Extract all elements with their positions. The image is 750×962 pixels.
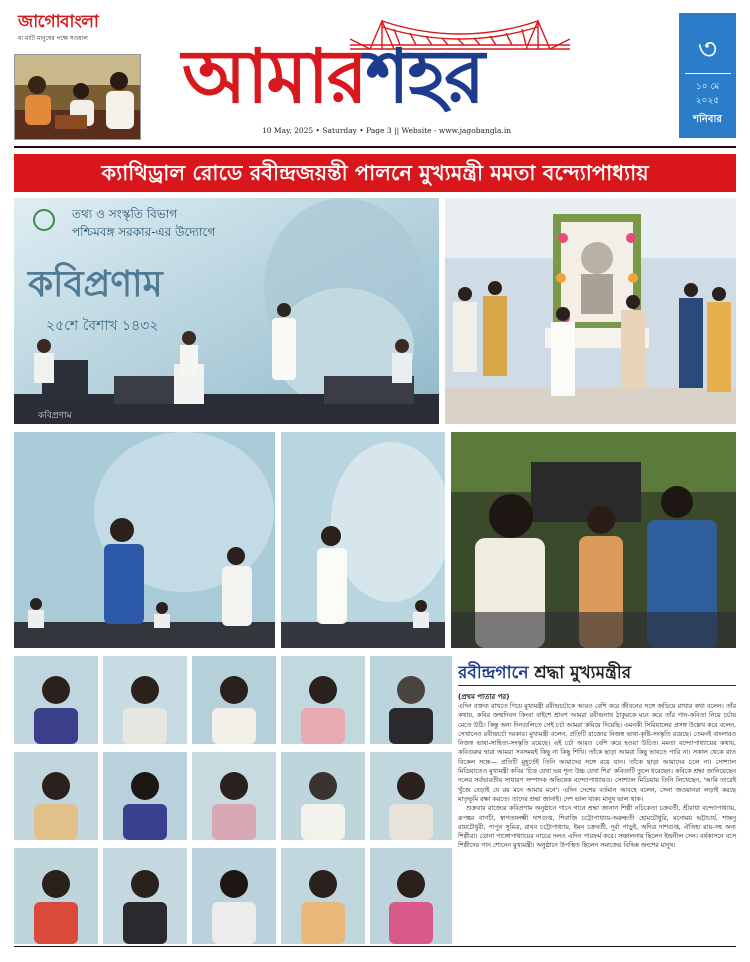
stage-event-date: ২৫শে বৈশাখ ১৪৩২: [46, 318, 159, 334]
page-number: ৩: [697, 32, 718, 67]
article-rule: [458, 685, 736, 686]
portrait-7: [103, 752, 187, 840]
portrait-9: [281, 752, 365, 840]
podium-label: কবিপ্রণাম: [38, 411, 72, 421]
portrait-14: [281, 848, 365, 944]
article-headline-part2: শ্রদ্ধা মুখ্যমন্ত্রীর: [534, 663, 632, 683]
portrait-10: [370, 752, 452, 840]
masthead-title-red: আমার: [182, 34, 366, 120]
jagobangla-logo: [18, 12, 130, 48]
article-paragraph-2: শুক্রবার রাজ্যের কবিপ্রণাম অনুষ্ঠানে গানে গানে শ্রদ্ধা জানান শিল্পী নচিকেতা চক্রবর্তী, শ্রীরাধা বন্দ্যোপাধ্যায়, রূপঙ্কর বাগচী, স্বাগতালক্ষ্মী দাশগুপ্ত, শিবাজি চট্টোপাধ্যায়-অরুন্ধতী হোমচৌধুরি, মনোময় ভট্টাচার্য, শান্তনু রায়চৌধুরী, পাপুন সুমিত্র, রাঘব চট্টোপাধ্যায়, ইমন চক্রবর্তী, দূর্বা পাড়ুই, অদিত্র দাশগুপ্ত, ঐতিহ্য রায়-সহ অন্য শিল্পীরা। ডোনা গাঙ্গোপাধ্যায়ের নাচের দলও এদিন পারফর্ম করে। সঞ্চালনায় ছিলেন ইন্দ্রনীল সেন। বর্ষকাসনে বসে শিল্পীদের গান শোনেন মুখ্যমন্ত্রী। অনুষ্ঠানে উপস্থিত ছিলেন সমাজের বিভিন্ন অংশের মানুষ।: [458, 805, 736, 850]
stage-banner-line1: তথ্য ও সংস্কৃতি বিভাগ: [72, 207, 178, 221]
portrait-6: [14, 752, 98, 840]
stage-photo: [14, 198, 439, 424]
badge-weekday: শনিবার: [693, 114, 722, 125]
portrait-11: [14, 848, 98, 944]
badge-year: ২০২৫: [695, 96, 720, 106]
article-paragraph-1: এদিন বক্তব্য রাখতে গিয়ে মুখ্যমন্ত্রী রবীন্দ্রচর্চাকে আরও বেশি করে জীবনের সঙ্গে জড়িয়ে রাখার কথা বলেন। তাঁর কথায়, কবির জন্মদিবস কিংবা বাইশে শ্রাবণ আমরা রবীন্দ্রনাথ ঠাকুরকে মনে করে তাঁর গান-কবিতা নিয়ে চর্চায় মেতে উঠি। কিন্তু অন্য দিনগুলিতে সেই চর্চা আমরা কমিয়ে দিয়েছি। এমনকী সিরিয়ালের প্রসঙ্গ উল্লেখ করে বলেন, সেখানেও রবীন্দ্রচর্চা দরকার। মুখ্যমন্ত্রী বলেন, প্রতিটি রাজ্যের নিজস্ব ভাষা-কৃষ্টি-সংস্কৃতি রয়েছে। তেমনই বাংলারও নিজস্ব ভাষা-সাহিত্য-সংস্কৃতি রয়েছে। এই চর্চা আরও বেশি করে হওয়া উচিত। মমতা বন্দ্যোপাধ্যায়ের কথায়, কবিগুরুর দ্বারা আমরা সবসময়ই কিছু না কিছু শিখি। তাঁকে ছাড়া আমরা কিছু ভাবতে পারি না। সকাল থেকে রাত বিকেল সন্ধে— প্রতিটি মুহূর্তেই তিনি আমাদের সঙ্গে রয়ে যান। তাঁকে ছাড়া আমাদের চলে না। সোশ্যাল মিডিয়াতেও মুখ্যমন্ত্রী কবির 'চিত্ত যেথা ভয় শূন্য উচ্চ যেথা শির' কবিতাটি তুলে ধরেছেন। কবিকে শ্রদ্ধা জানিয়েছেন দলের সর্বভারতীয় সাধারণ সম্পাদক অভিষেক বন্দ্যোপাধ্যায়ও। সোশ্যাল মিডিয়ায় তিনি লিখেছেন, 'আমি তারেই খুঁজে বেড়াই যে রয় মনে আমার মনে'। এদিন দেশের বর্তমান আবহে বলেন, সেনা জওয়ানরা লড়াই করছে মাতৃভূমি রক্ষা করতে। তাদের শ্রদ্ধা জানাই। দেশ ভাল থাক। মানুষ ভাল থাক।: [458, 703, 736, 803]
stage-event-name: কবিপ্রণাম: [28, 264, 163, 305]
badge-divider: [685, 73, 731, 74]
article-headline-part1: রবীন্দ্রগানে: [458, 663, 529, 683]
portrait-1: [14, 656, 98, 744]
masthead-rule: [14, 146, 736, 148]
tribute-photo: [445, 198, 736, 424]
portrait-5: [370, 656, 452, 744]
portrait-15: [370, 848, 452, 944]
article-kicker: (প্রথম পাতার পর): [458, 693, 510, 701]
singer-duet-photo: [14, 432, 275, 648]
article-headline: [458, 660, 736, 688]
audience-photo: [451, 432, 736, 648]
portrait-2: [103, 656, 187, 744]
cm-singing-photo: [281, 432, 445, 648]
portrait-8: [192, 752, 276, 840]
footer-rule: [14, 946, 736, 947]
masthead-title-blue: শহর: [365, 34, 483, 120]
singer-portrait-grid: [14, 656, 452, 944]
portrait-3: [192, 656, 276, 744]
portrait-4: [281, 656, 365, 744]
dateline: 10 May, 2025 • Saturday • Page 3 || Website - www.jagobangla.in: [262, 126, 512, 135]
brand-name: জাগোবাংলা: [18, 12, 99, 32]
portrait-13: [192, 848, 276, 944]
masthead-title: [182, 32, 483, 122]
brand-tagline: মা মাটি মানুষের পক্ষে সওয়াল: [18, 35, 88, 42]
stage-banner-line2: পশ্চিমবঙ্গ সরকার-এর উদ্যোগে: [72, 225, 216, 239]
portrait-12: [103, 848, 187, 944]
badge-day-month: ১০ মে: [695, 82, 720, 92]
promo-photo-singers: [14, 54, 141, 140]
article-body: [458, 702, 736, 851]
page-badge: [679, 13, 736, 138]
headline-banner: ক্যাথিড্রাল রোডে রবীন্দ্রজয়ন্তী পালনে মুখ্যমন্ত্রী মমতা বন্দ্যোপাধ্যায়: [14, 154, 736, 192]
